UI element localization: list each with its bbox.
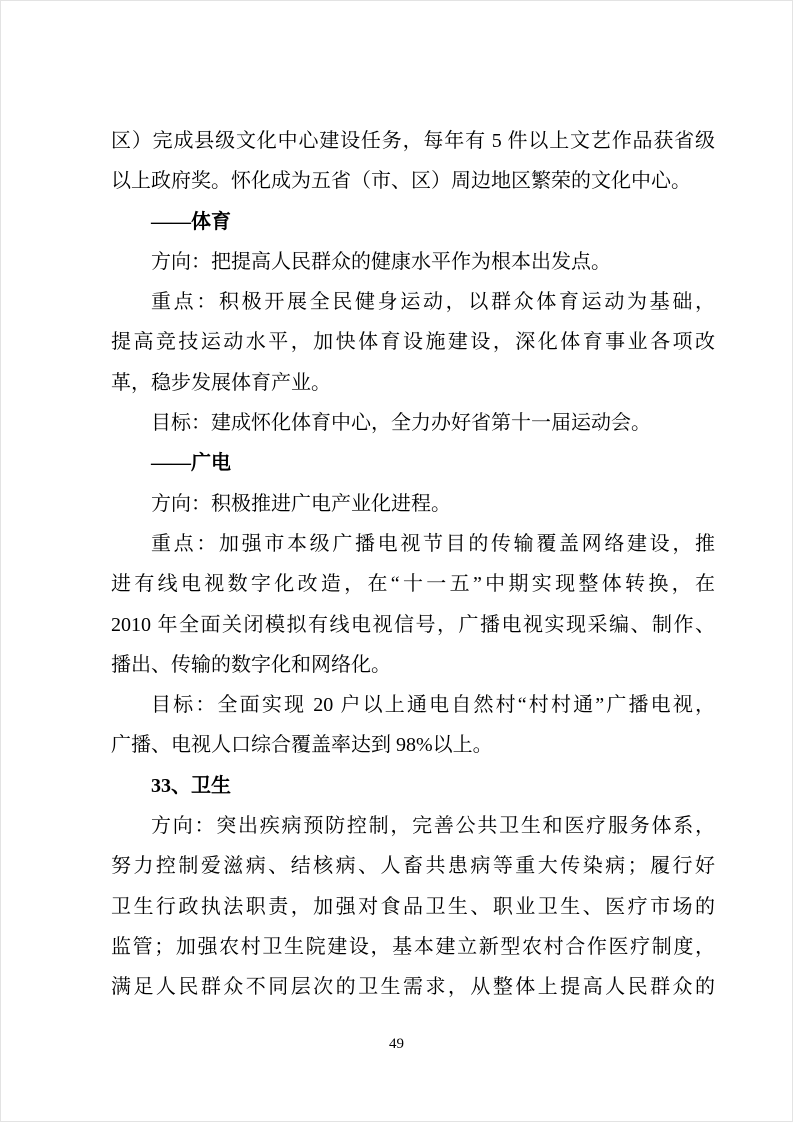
section-heading-guangdian: ——广电	[151, 452, 231, 475]
text-line: 方向：积极推进广电产业化进程。	[151, 492, 451, 515]
document-text-block	[111, 121, 715, 1008]
text-line: 以上政府奖。怀化成为五省（市、区）周边地区繁荣的文化中心。	[111, 170, 691, 193]
text-line: 播出、传输的数字化和网络化。	[111, 653, 391, 676]
text-line: 努力控制爱滋病、结核病、人畜共患病等重大传染病；履行好	[111, 855, 715, 878]
text-line: 重点：加强市本级广播电视节目的传输覆盖网络建设，推	[151, 532, 715, 555]
section-heading-33-weisheng: 33、卫生	[151, 774, 231, 797]
text-line: 提高竞技运动水平，加快体育设施建设，深化体育事业各项改	[111, 331, 715, 354]
page-number: 49	[389, 1036, 404, 1052]
text-line: 重点：积极开展全民健身运动，以群众体育运动为基础，	[151, 291, 715, 314]
text-line: 进有线电视数字化改造，在“十一五”中期实现整体转换，在	[111, 573, 715, 596]
text-line: 目标：全面实现 20 户以上通电自然村“村村通”广播电视，	[151, 694, 715, 717]
text-line: 革，稳步发展体育产业。	[111, 371, 331, 394]
text-line: 满足人民群众不同层次的卫生需求，从整体上提高人民群众的	[111, 976, 715, 999]
text-line: 方向：突出疾病预防控制，完善公共卫生和医疗服务体系，	[151, 815, 715, 838]
text-line: 广播、电视人口综合覆盖率达到 98%以上。	[111, 734, 493, 757]
page-footer	[1, 1034, 792, 1054]
text-line: 目标：建成怀化体育中心，全力办好省第十一届运动会。	[151, 412, 651, 435]
text-line: 2010 年全面关闭模拟有线电视信号，广播电视实现采编、制作、	[111, 613, 715, 636]
text-line: 方向：把提高人民群众的健康水平作为根本出发点。	[151, 250, 611, 273]
text-line: 区）完成县级文化中心建设任务，每年有 5 件以上文艺作品获省级	[111, 130, 715, 152]
text-line: 监管；加强农村卫生院建设，基本建立新型农村合作医疗制度，	[111, 935, 715, 958]
section-heading-tiyu: ——体育	[151, 210, 231, 233]
text-line: 卫生行政执法职责，加强对食品卫生、职业卫生、医疗市场的	[111, 895, 715, 918]
